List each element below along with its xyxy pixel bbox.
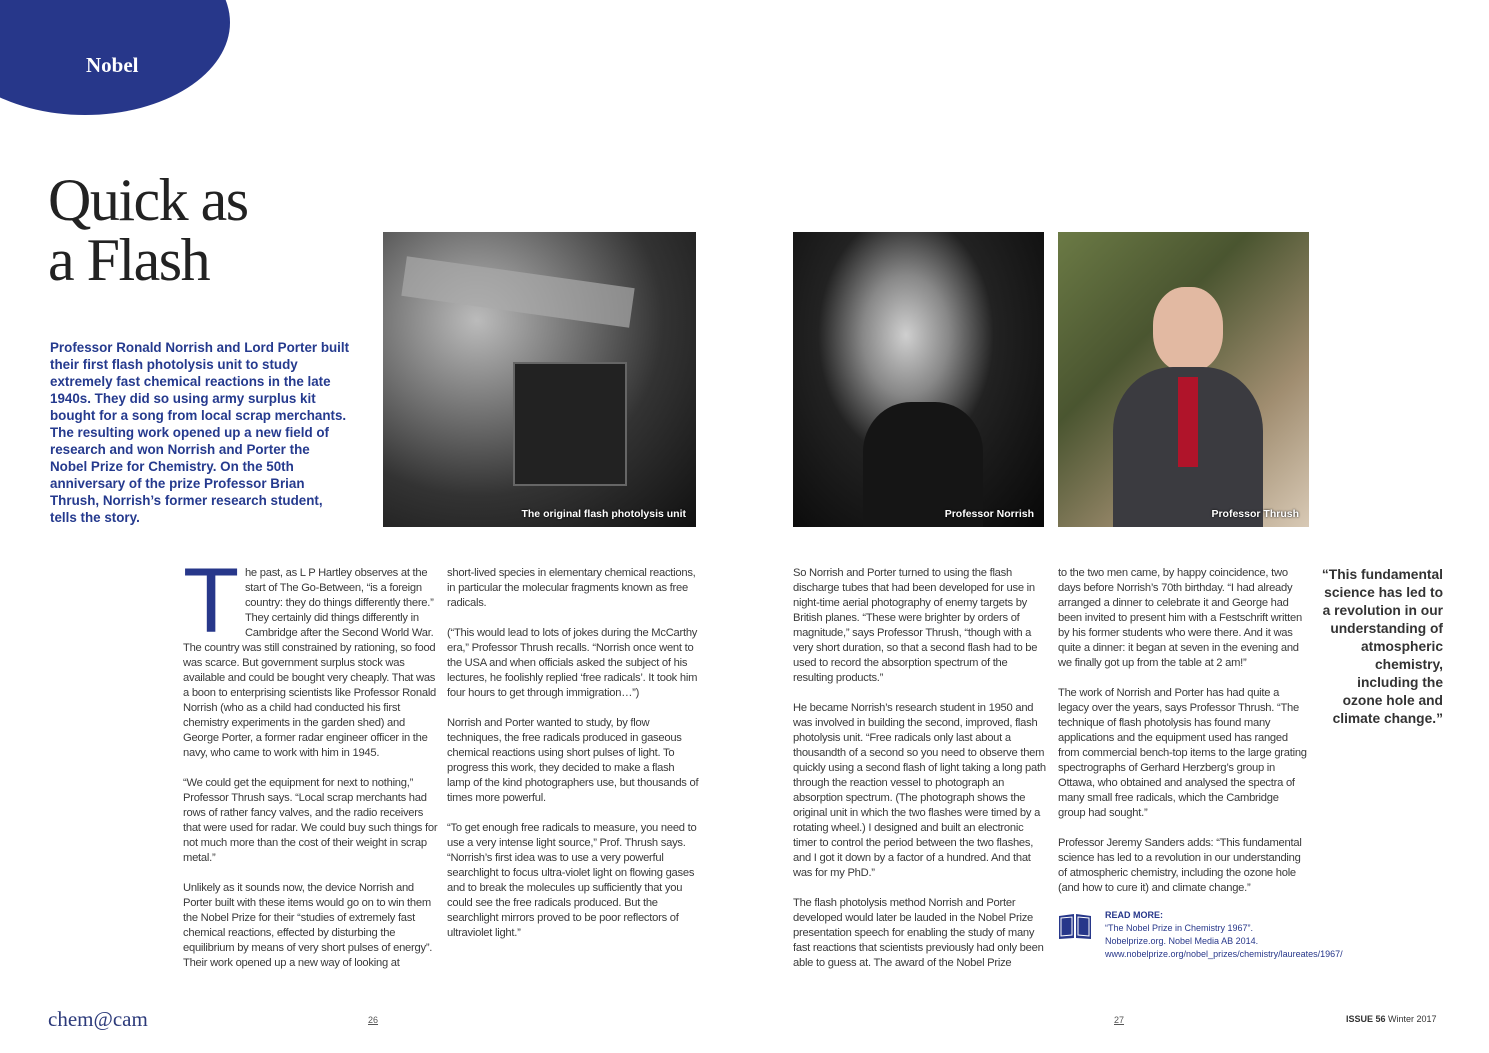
issue-info [1346,1014,1437,1024]
read-more-heading: READ MORE: [1105,910,1163,920]
body-column-3 [793,566,1047,986]
photo-professor-norrish [793,232,1044,527]
article-title [48,167,248,293]
paragraph: (“This would lead to lots of jokes during the McCarthy era,” Professor Thrush recalls. “Norrish once went to the USA and when officials asked the subject of his lectures, he foolishly replied ‘free radicals’. It took him four hours to get through immigration…”) [447,627,698,699]
paragraph-text: he past, as L P Hartley observes at the start of The Go-Between, “is a foreign country: they do things differently there.” They certainly did things differently in Cambridge after the Second World War. The country was still constrained by rationing, so food was scarce. But government surplus stock was available and could be bought very cheaply. That was a boon to enterprising scientists like Professor Ronald Norrish (who as a child had conducted his first chemistry experiments in the garden shed) and George Porter, a former radar engineer officer in the navy, who came to work with him in 1945. [183,567,437,759]
body-column-1 [183,550,441,986]
tie [1178,377,1198,467]
photo-caption: Professor Thrush [1211,508,1299,520]
paragraph: So Norrish and Porter turned to using the flash discharge tubes that had been developed for use in night-time aerial photography of enemy targets by British planes. “These were brighter by orders of magnitude,” says Professor Thrush, “though with a very short duration, so that a second flash had to be used to record the absorption spectrum of the resulting products.” [793,567,1038,684]
body-column-4 [1058,566,1308,911]
paragraph: “We could get the equipment for next to nothing,” Professor Thrush says. “Local scrap merchants had rows of rather fancy valves, and the radio receivers that were used for radar. We could buy such things for not much more than the cost of their weight in scrap metal.” [183,777,438,864]
photo-caption: Professor Norrish [944,508,1034,520]
open-book-icon [1058,912,1092,940]
page-number-right: 27 [1114,1015,1125,1025]
title-line-1: Quick as [48,167,248,233]
paragraph [183,550,441,761]
body-column-2 [447,566,699,956]
paragraph: The flash photolysis method Norrish and Porter developed would later be lauded in the Nobel Prize presentation speech for enabling the study of many fast reactions that scientists previously had only been able to guess at. The award of the Nobel Prize [793,897,1044,969]
title-line-2: a Flash [48,227,210,293]
paragraph: Professor Jeremy Sanders adds: “This fundamental science has led to a revolution in our understanding of atmospheric chemistry, including the ozone hole (and how to cure it) and climate change.” [1058,837,1302,894]
section-label: Nobel [86,53,139,77]
equipment-box [513,362,627,486]
face [1153,287,1223,372]
article-intro: Professor Ronald Norrish and Lord Porter built their first flash photolysis unit to study extremely fast chemical reactions in the late 1940s. They did so using army surplus kit bought for a song from local scrap merchants. The resulting work opened up a new field of research and won Norrish and Porter the Nobel Prize for Chemistry. On the 50th anniversary of the prize Professor Brian Thrush, Norrish’s former research student, tells the story. [50,340,350,525]
page-number-left: 26 [368,1015,379,1025]
photo-flash-unit [383,232,696,527]
paragraph: “To get enough free radicals to measure, you need to use a very intense light source,” Prof. Thrush says. “Norrish’s first idea was to use a very powerful searchlight to focus ultra-violet light on flowing gases and to break the molecules up sufficiently that you could see the free radicals produced. But the searchlight mirrors proved to be poor reflectors of ultraviolet light.” [447,822,697,939]
paragraph: The work of Norrish and Porter has had quite a legacy over the years, says Professor Thrush. “The technique of flash photolysis has found many applications and the equipment used has ranged from commercial bench-top items to the large grating spectrographs of Gerhard Herzberg’s group in Ottawa, who obtained and analysed the spectra of many small free radicals, which the Cambridge group had sought.” [1058,687,1307,819]
brand-logo: chem@cam [48,1007,148,1031]
issue-date: Winter 2017 [1385,1014,1437,1024]
drop-cap: T [183,550,239,652]
paragraph: to the two men came, by happy coincidence, two days before Norrish’s 70th birthday. “I had already arranged a dinner to celebrate it and George had been invited to present him with a Festschrift written by his former students who were there. And it was quite a dinner: it began at seven in the evening and we finally got up from the table at 2 am!” [1058,567,1302,669]
photo-professor-thrush [1058,232,1309,527]
paragraph: Unlikely as it sounds now, the device Norrish and Porter built with these items would go on to win them the Nobel Prize for their “studies of extremely fast chemical reactions, effected by disturbing the equilibrium by means of very short pulses of energy”. Their work opened up a new way of looking at [183,882,433,969]
paragraph: Norrish and Porter wanted to study, by flow techniques, the free radicals produced in gaseous chemical reactions using short pulses of light. To progress this work, they decided to make a flash lamp of the kind photographers use, but thousands of times more powerful. [447,717,699,804]
paragraph: He became Norrish’s research student in 1950 and was involved in building the second, improved, flash photolysis unit. “Free radicals only last about a thousandth of a second so you need to observe them quickly using a second flash of light taking a long path through the reaction vessel to photograph an absorption spectrum. (The photograph shows the original unit in which the two flashes were timed by a rotating wheel.) I designed and built an electronic timer to control the period between the two flashes, and I got it down by a factor of a hundred. And that was for my PhD.” [793,702,1046,879]
issue-number: ISSUE 56 [1346,1014,1386,1024]
read-more-link[interactable]: “The Nobel Prize in Chemistry 1967”. Nobelprize.org. Nobel Media AB 2014. www.nobelprize.org/nobel_prizes/chemistry/laureates/1967/ [1105,923,1343,959]
photo-caption: The original flash photolysis unit [521,508,686,520]
pull-quote: “This fundamental science has led to a revolution in our understanding of atmospheric chemistry, including the ozone hole and climate change.” [1321,567,1443,726]
equipment-tube [401,256,634,328]
paragraph: short-lived species in elementary chemical reactions, in particular the molecular fragments known as free radicals. [447,567,696,609]
